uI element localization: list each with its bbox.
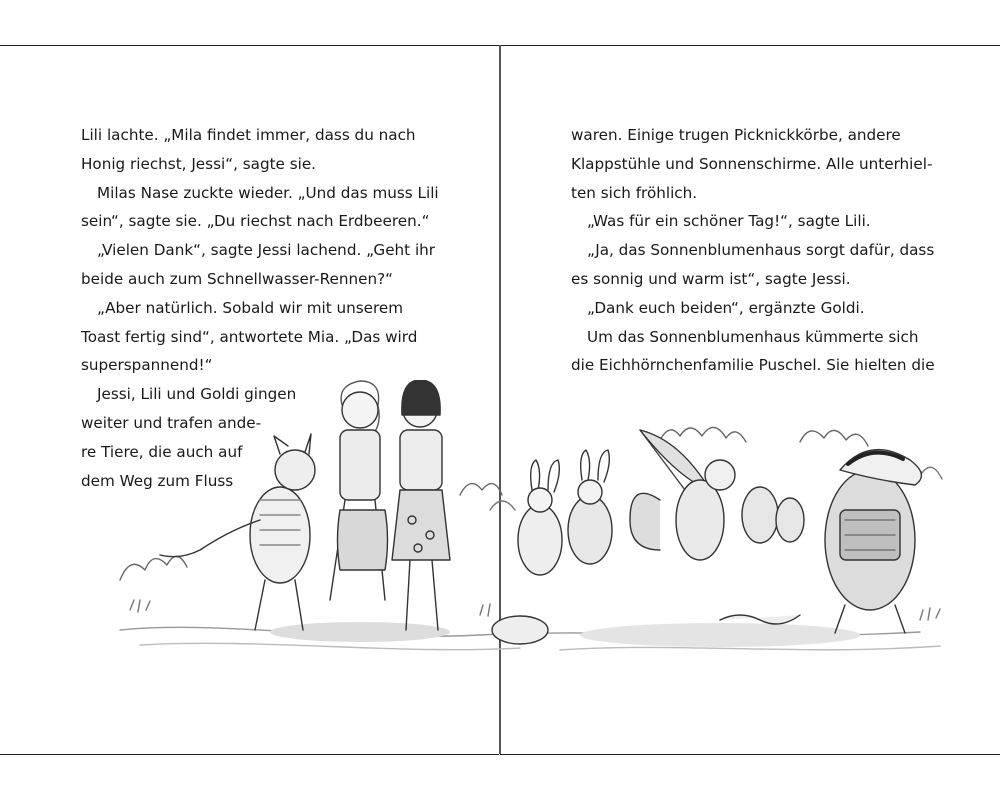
text-line: Klappstühle und Sonnenschirme. Alle unterhiel- bbox=[571, 154, 933, 173]
text-line: waren. Einige trugen Picknickkörbe, andere bbox=[571, 126, 901, 144]
text-line: Milas Nase zuckte wieder. „Und das muss Lili bbox=[97, 183, 439, 202]
text-line: Um das Sonnenblumenhaus kümmerte sich bbox=[587, 327, 919, 346]
text-line: Toast fertig sind“, antwortete Mia. „Das wird bbox=[81, 327, 418, 346]
text-line: Honig riechst, Jessi“, sagte sie. bbox=[81, 154, 317, 173]
text-line: „Ja, das Sonnenblumenhaus sorgt dafür, dass bbox=[587, 241, 935, 260]
text-line: „Was für ein schöner Tag!“, sagte Lili. bbox=[587, 212, 871, 231]
text-line: „Dank euch beiden“, ergänzte Goldi. bbox=[587, 298, 865, 317]
text-line: superspannend!“ bbox=[81, 356, 213, 375]
text-line: re Tiere, die auch auf bbox=[81, 442, 243, 461]
text-line: Lili lachte. „Mila findet immer, dass du nach bbox=[81, 126, 416, 144]
squirrel-family-figures bbox=[630, 430, 804, 624]
text-line: ten sich fröhlich. bbox=[571, 183, 698, 202]
badger-figure bbox=[825, 450, 921, 633]
right-page-text bbox=[571, 121, 935, 380]
pencil-illustration bbox=[100, 380, 960, 670]
text-line: sein“, sagte sie. „Du riechst nach Erdbeeren.“ bbox=[81, 212, 430, 231]
text-line: weiter und trafen ande- bbox=[81, 413, 262, 432]
text-line: es sonnig und warm ist“, sagte Jessi. bbox=[571, 269, 851, 288]
text-line: „Vielen Dank“, sagte Jessi lachend. „Geht ihr bbox=[97, 241, 436, 260]
text-line: Jessi, Lili und Goldi gingen bbox=[97, 385, 297, 404]
girl-lili-figure bbox=[330, 381, 388, 600]
text-line: dem Weg zum Fluss bbox=[81, 471, 234, 490]
text-line: „Aber natürlich. Sobald wir mit unserem bbox=[97, 298, 404, 317]
girl-jessi-figure bbox=[392, 380, 450, 630]
cat-figure bbox=[160, 434, 315, 630]
rabbit-figures bbox=[492, 450, 612, 644]
text-line: beide auch zum Schnellwasser-Rennen?“ bbox=[81, 269, 394, 288]
text-line: die Eichhörnchenfamilie Puschel. Sie hielten die bbox=[571, 356, 935, 375]
